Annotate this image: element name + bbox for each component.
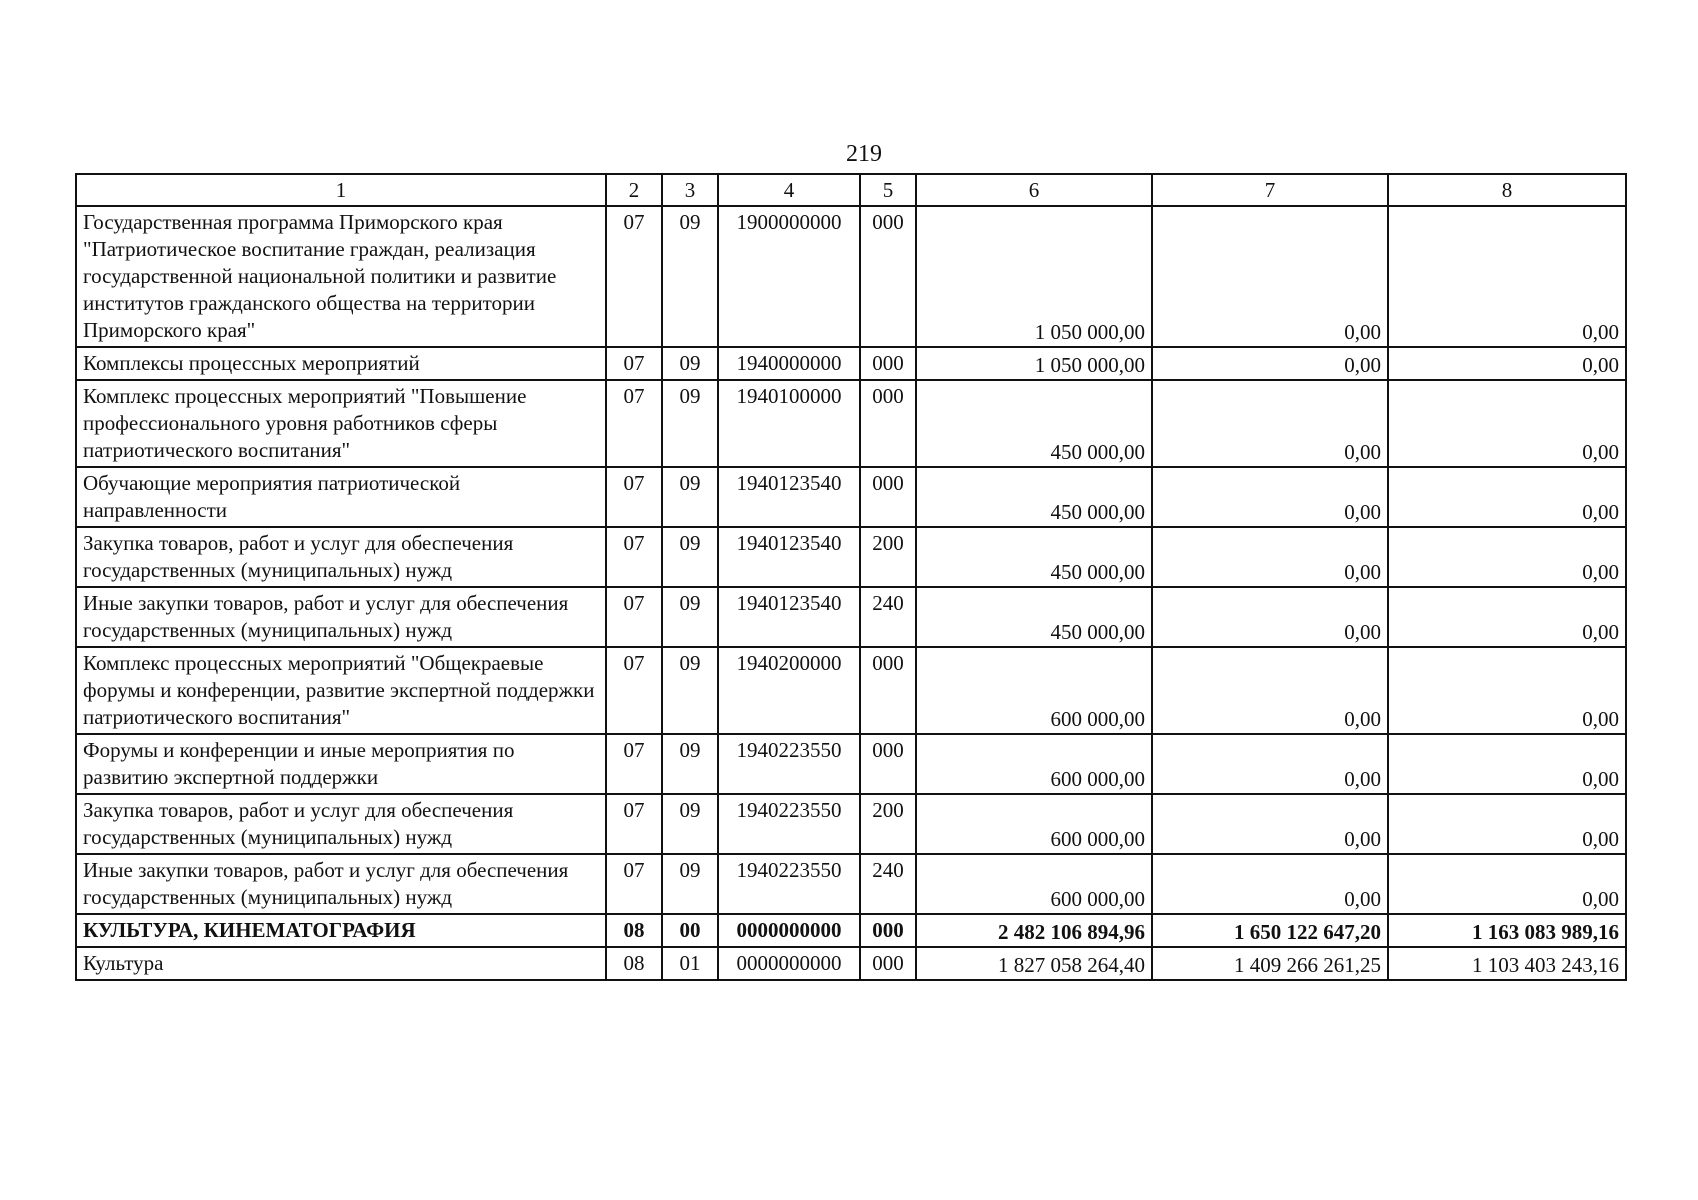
amount-col6-cell: 450 000,00 bbox=[916, 467, 1152, 527]
target-article-cell: 1940000000 bbox=[718, 347, 860, 380]
subsection-code-cell: 09 bbox=[662, 734, 718, 794]
amount-col7-cell: 0,00 bbox=[1152, 527, 1388, 587]
amount-col8-cell: 0,00 bbox=[1388, 206, 1626, 347]
table-row bbox=[76, 647, 1626, 734]
section-code-cell: 08 bbox=[606, 947, 662, 980]
expense-type-cell: 000 bbox=[860, 467, 916, 527]
target-article-cell: 0000000000 bbox=[718, 947, 860, 980]
row-name-cell: Обучающие мероприятия патриотической направленности bbox=[76, 467, 606, 527]
target-article-cell: 1940223550 bbox=[718, 794, 860, 854]
expense-type-cell: 200 bbox=[860, 527, 916, 587]
expense-type-cell: 000 bbox=[860, 914, 916, 947]
subsection-code-cell: 09 bbox=[662, 467, 718, 527]
table-row bbox=[76, 947, 1626, 980]
amount-col8-cell: 1 163 083 989,16 bbox=[1388, 914, 1626, 947]
section-code-cell: 08 bbox=[606, 914, 662, 947]
subsection-code-cell: 09 bbox=[662, 206, 718, 347]
page-number-text: 219 bbox=[846, 141, 882, 167]
table-row bbox=[76, 854, 1626, 914]
header-cell: 7 bbox=[1152, 174, 1388, 206]
amount-col8-cell: 0,00 bbox=[1388, 854, 1626, 914]
table-row bbox=[76, 914, 1626, 947]
amount-col6-cell: 1 050 000,00 bbox=[916, 206, 1152, 347]
subsection-code-cell: 09 bbox=[662, 647, 718, 734]
target-article-cell: 1940123540 bbox=[718, 587, 860, 647]
amount-col8-cell: 0,00 bbox=[1388, 380, 1626, 467]
header-cell: 2 bbox=[606, 174, 662, 206]
expense-type-cell: 000 bbox=[860, 947, 916, 980]
amount-col8-cell: 1 103 403 243,16 bbox=[1388, 947, 1626, 980]
row-name-cell: Иные закупки товаров, работ и услуг для обеспечения государственных (муниципальных) нужд bbox=[76, 854, 606, 914]
table-row bbox=[76, 380, 1626, 467]
row-name-cell: Комплексы процессных мероприятий bbox=[76, 347, 606, 380]
header-cell: 1 bbox=[76, 174, 606, 206]
amount-col7-cell: 0,00 bbox=[1152, 794, 1388, 854]
section-code-cell: 07 bbox=[606, 734, 662, 794]
section-code-cell: 07 bbox=[606, 347, 662, 380]
table-row bbox=[76, 587, 1626, 647]
header-cell: 4 bbox=[718, 174, 860, 206]
expense-type-cell: 000 bbox=[860, 380, 916, 467]
amount-col7-cell: 0,00 bbox=[1152, 734, 1388, 794]
row-name-cell: Закупка товаров, работ и услуг для обеспечения государственных (муниципальных) нужд bbox=[76, 527, 606, 587]
row-name-cell: Комплекс процессных мероприятий "Общекраевые форумы и конференции, развитие экспертной поддержки патриотического воспитания" bbox=[76, 647, 606, 734]
expense-type-cell: 000 bbox=[860, 647, 916, 734]
section-code-cell: 07 bbox=[606, 467, 662, 527]
target-article-cell: 1940223550 bbox=[718, 734, 860, 794]
target-article-cell: 1940123540 bbox=[718, 527, 860, 587]
amount-col6-cell: 600 000,00 bbox=[916, 734, 1152, 794]
expense-type-cell: 240 bbox=[860, 587, 916, 647]
target-article-cell: 1940123540 bbox=[718, 467, 860, 527]
target-article-cell: 1940100000 bbox=[718, 380, 860, 467]
expense-type-cell: 000 bbox=[860, 347, 916, 380]
amount-col6-cell: 450 000,00 bbox=[916, 527, 1152, 587]
amount-col7-cell: 0,00 bbox=[1152, 347, 1388, 380]
amount-col6-cell: 600 000,00 bbox=[916, 647, 1152, 734]
row-name-cell: Форумы и конференции и иные мероприятия по развитию экспертной поддержки bbox=[76, 734, 606, 794]
table-row bbox=[76, 794, 1626, 854]
header-row bbox=[76, 174, 1626, 206]
table-row bbox=[76, 734, 1626, 794]
row-name-cell: Культура bbox=[76, 947, 606, 980]
subsection-code-cell: 01 bbox=[662, 947, 718, 980]
section-code-cell: 07 bbox=[606, 587, 662, 647]
section-code-cell: 07 bbox=[606, 794, 662, 854]
amount-col8-cell: 0,00 bbox=[1388, 587, 1626, 647]
amount-col8-cell: 0,00 bbox=[1388, 794, 1626, 854]
header-cell: 6 bbox=[916, 174, 1152, 206]
row-name-cell: Иные закупки товаров, работ и услуг для обеспечения государственных (муниципальных) нужд bbox=[76, 587, 606, 647]
subsection-code-cell: 09 bbox=[662, 794, 718, 854]
subsection-code-cell: 09 bbox=[662, 380, 718, 467]
amount-col6-cell: 1 827 058 264,40 bbox=[916, 947, 1152, 980]
amount-col6-cell: 2 482 106 894,96 bbox=[916, 914, 1152, 947]
row-name-cell: Закупка товаров, работ и услуг для обеспечения государственных (муниципальных) нужд bbox=[76, 794, 606, 854]
target-article-cell: 1940223550 bbox=[718, 854, 860, 914]
amount-col8-cell: 0,00 bbox=[1388, 734, 1626, 794]
subsection-code-cell: 09 bbox=[662, 347, 718, 380]
amount-col6-cell: 600 000,00 bbox=[916, 794, 1152, 854]
row-name-cell: Государственная программа Приморского края "Патриотическое воспитание граждан, реализация государственной национальной политики и развитие институтов гражданского общества на территории Приморского края" bbox=[76, 206, 606, 347]
amount-col8-cell: 0,00 bbox=[1388, 647, 1626, 734]
target-article-cell: 1900000000 bbox=[718, 206, 860, 347]
amount-col6-cell: 450 000,00 bbox=[916, 380, 1152, 467]
subsection-code-cell: 09 bbox=[662, 527, 718, 587]
amount-col6-cell: 600 000,00 bbox=[916, 854, 1152, 914]
amount-col8-cell: 0,00 bbox=[1388, 347, 1626, 380]
amount-col7-cell: 0,00 bbox=[1152, 206, 1388, 347]
budget-table bbox=[75, 173, 1627, 981]
page-number bbox=[0, 140, 1698, 168]
section-code-cell: 07 bbox=[606, 380, 662, 467]
table-row bbox=[76, 206, 1626, 347]
amount-col7-cell: 0,00 bbox=[1152, 587, 1388, 647]
header-cell: 3 bbox=[662, 174, 718, 206]
section-code-cell: 07 bbox=[606, 527, 662, 587]
amount-col7-cell: 0,00 bbox=[1152, 380, 1388, 467]
amount-col7-cell: 0,00 bbox=[1152, 647, 1388, 734]
table-row bbox=[76, 467, 1626, 527]
amount-col7-cell: 0,00 bbox=[1152, 467, 1388, 527]
section-code-cell: 07 bbox=[606, 206, 662, 347]
row-name-cell: КУЛЬТУРА, КИНЕМАТОГРАФИЯ bbox=[76, 914, 606, 947]
amount-col6-cell: 1 050 000,00 bbox=[916, 347, 1152, 380]
subsection-code-cell: 09 bbox=[662, 854, 718, 914]
target-article-cell: 0000000000 bbox=[718, 914, 860, 947]
expense-type-cell: 200 bbox=[860, 794, 916, 854]
amount-col7-cell: 1 650 122 647,20 bbox=[1152, 914, 1388, 947]
amount-col7-cell: 0,00 bbox=[1152, 854, 1388, 914]
expense-type-cell: 000 bbox=[860, 734, 916, 794]
table-row bbox=[76, 347, 1626, 380]
amount-col8-cell: 0,00 bbox=[1388, 527, 1626, 587]
header-cell: 8 bbox=[1388, 174, 1626, 206]
amount-col8-cell: 0,00 bbox=[1388, 467, 1626, 527]
table-row bbox=[76, 527, 1626, 587]
section-code-cell: 07 bbox=[606, 647, 662, 734]
header-cell: 5 bbox=[860, 174, 916, 206]
amount-col6-cell: 450 000,00 bbox=[916, 587, 1152, 647]
target-article-cell: 1940200000 bbox=[718, 647, 860, 734]
subsection-code-cell: 00 bbox=[662, 914, 718, 947]
expense-type-cell: 240 bbox=[860, 854, 916, 914]
subsection-code-cell: 09 bbox=[662, 587, 718, 647]
expense-type-cell: 000 bbox=[860, 206, 916, 347]
amount-col7-cell: 1 409 266 261,25 bbox=[1152, 947, 1388, 980]
section-code-cell: 07 bbox=[606, 854, 662, 914]
row-name-cell: Комплекс процессных мероприятий "Повышение профессионального уровня работников сферы патриотического воспитания" bbox=[76, 380, 606, 467]
